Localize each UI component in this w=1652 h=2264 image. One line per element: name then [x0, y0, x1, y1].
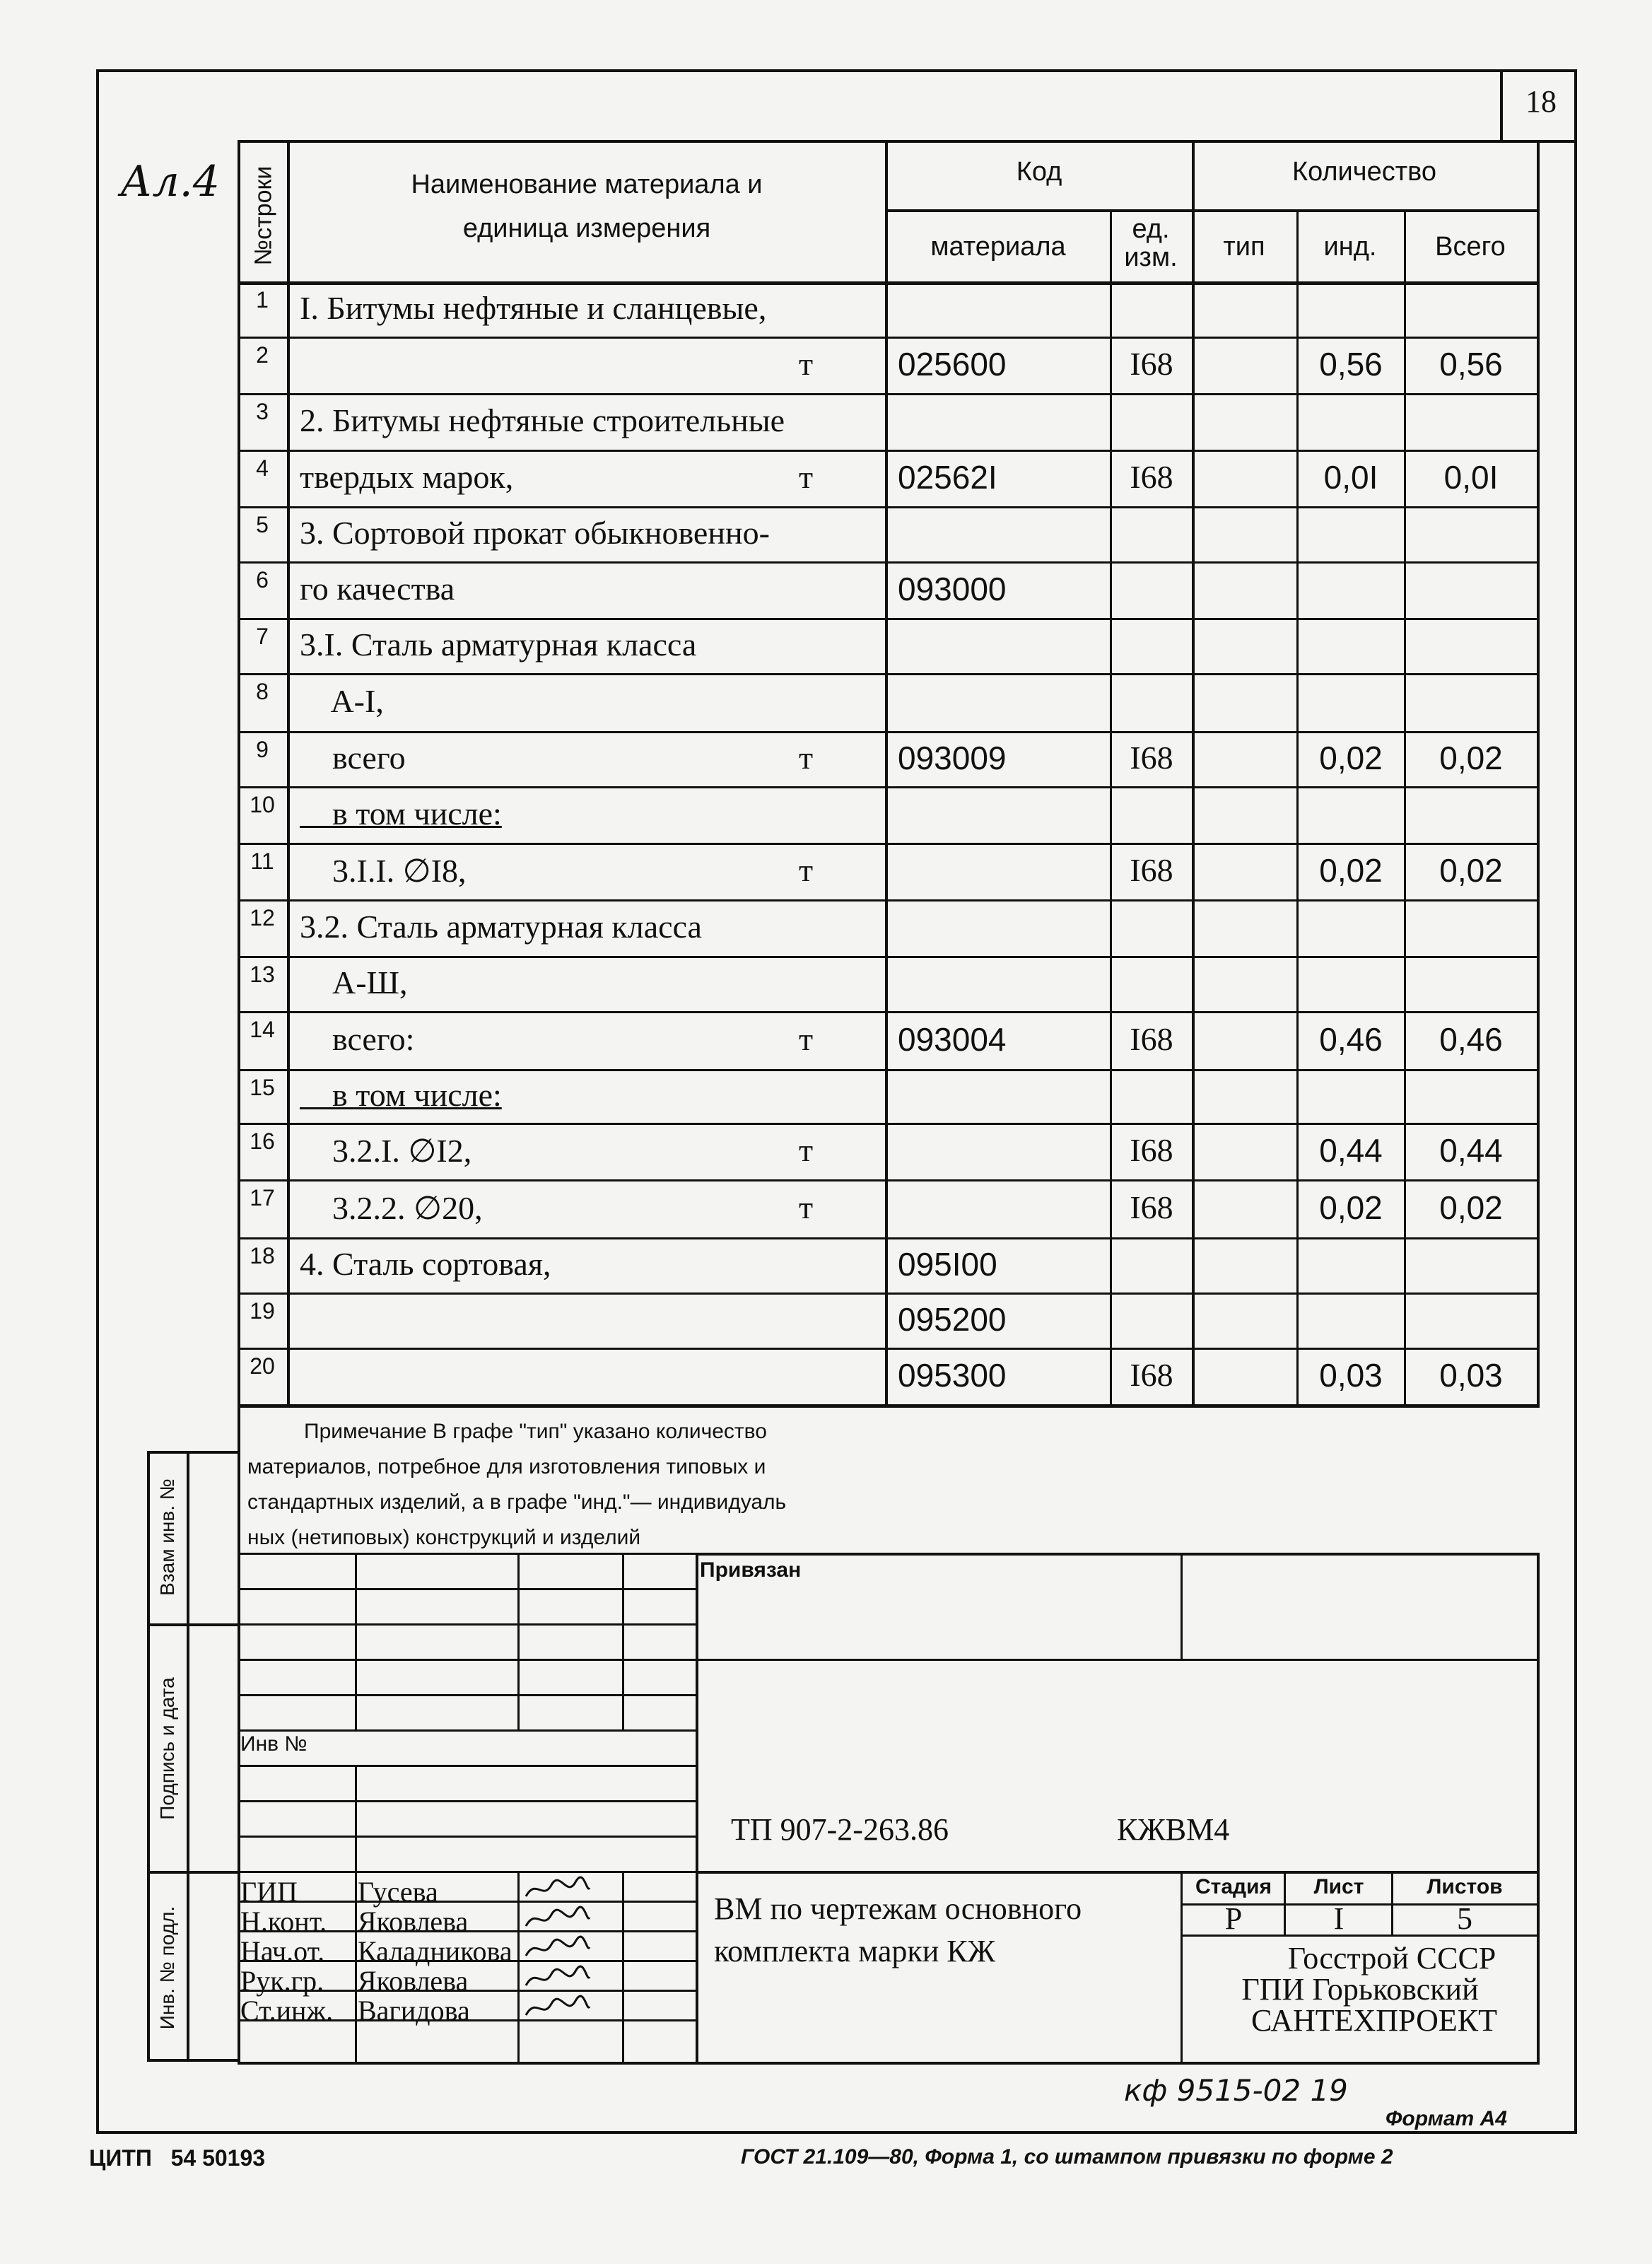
material-name: I. Битумы нефтяные и сланцевые, — [300, 290, 767, 326]
sheet-label: Лист — [1313, 1875, 1364, 1898]
row-number: 19 — [250, 1298, 275, 1324]
row-line — [238, 281, 1540, 285]
material-name: го качества — [300, 571, 455, 607]
qty-total: 0,56 — [1439, 346, 1503, 383]
corner-label: Ал.4 — [120, 157, 220, 206]
signature-mark — [523, 1994, 591, 2022]
doc-mark: КЖВМ4 — [1117, 1812, 1230, 1847]
qty-ind: 0,56 — [1319, 346, 1383, 383]
col-line — [1404, 209, 1406, 1407]
row-line — [238, 561, 1540, 564]
row-line — [238, 1179, 1540, 1181]
material-name: 4. Сталь сортовая, — [300, 1246, 551, 1282]
qty-total: 0,44 — [1439, 1132, 1503, 1169]
subheader-line — [886, 209, 1540, 212]
row-line — [238, 1123, 1540, 1125]
row-line — [238, 1348, 1540, 1350]
stamp-line — [1284, 1871, 1286, 1935]
unit-code: I68 — [1130, 1132, 1173, 1168]
signature-mark — [523, 1905, 591, 1933]
note-block — [247, 1414, 1166, 1556]
row-number: 9 — [256, 737, 269, 762]
doc-code: ТП 907-2-263.86 — [731, 1812, 949, 1847]
material-name: в том числе: — [300, 795, 502, 832]
material-name: всего: — [300, 1021, 415, 1057]
signature-mark — [523, 1964, 591, 1992]
row-number: 14 — [250, 1017, 275, 1042]
material-name: в том числе: — [300, 1077, 502, 1113]
qty-ind: 0,44 — [1319, 1132, 1383, 1169]
total-header: Всего — [1435, 232, 1506, 262]
stamp-line — [622, 1553, 624, 1729]
person-name: Вагидова — [358, 1995, 470, 2026]
note-line-4: ных (нетиповых) конструкций и изделий — [247, 1526, 641, 1549]
col-line — [238, 140, 240, 1407]
stamp-line — [238, 1553, 697, 1555]
row-number: 12 — [250, 905, 275, 930]
footer-left: ЦИТП 54 50193 — [89, 2145, 266, 2171]
stamp-line — [238, 1729, 697, 1732]
material-code: 093009 — [898, 740, 1007, 776]
role-label: Рук.гр. — [240, 1965, 324, 1997]
sheets-label: Листов — [1427, 1875, 1503, 1898]
row-number-header: №строки — [250, 165, 277, 266]
stamp-line — [696, 1871, 1540, 1874]
role-label: Нач.от. — [240, 1935, 325, 1967]
row-line — [238, 899, 1540, 901]
signature-mark — [523, 1875, 591, 1903]
row-line — [238, 337, 1540, 339]
stamp-line — [238, 1836, 697, 1838]
qty-total: 0,46 — [1439, 1021, 1503, 1058]
stamp-line — [355, 1765, 357, 2062]
side-label-inv: Инв. № подл. — [156, 1906, 178, 2030]
sheets-value: 5 — [1457, 1901, 1472, 1936]
name-header: Наименование материала и единица измерения — [411, 170, 763, 243]
row-line — [238, 393, 1540, 395]
material-code: 093000 — [898, 571, 1007, 607]
side-label-podpis: Подпись и дата — [156, 1677, 178, 1820]
unit-abbrev: т — [798, 740, 814, 776]
row-number: 13 — [250, 962, 275, 987]
qty-total: 0,02 — [1439, 740, 1503, 776]
row-line — [238, 731, 1540, 733]
role-label: Н.конт. — [240, 1906, 327, 1937]
stamp-line — [238, 1800, 697, 1802]
stamp-line — [1181, 1553, 1183, 1659]
material-name: 2. Битумы нефтяные строительные — [300, 402, 785, 438]
stamp-line — [238, 1588, 697, 1590]
row-line — [238, 843, 1540, 845]
footer-right: ГОСТ 21.109—80, Форма 1, со штампом привязки по форме 2 — [741, 2145, 1393, 2169]
unit-code: I68 — [1130, 1189, 1173, 1225]
role-label: ГИП — [240, 1876, 298, 1908]
qty-ind: 0,02 — [1319, 1189, 1383, 1226]
material-name: твердых марок, — [300, 459, 514, 495]
code-header: Код — [1016, 157, 1062, 187]
row-line — [238, 673, 1540, 675]
qty-ind: 0,0I — [1323, 459, 1378, 496]
stamp-line — [517, 1553, 520, 1729]
row-line — [238, 618, 1540, 620]
note-line-3: стандартных изделий, а в графе "инд."— индивидуаль — [247, 1490, 787, 1514]
stamp-line — [238, 1694, 697, 1696]
stage-value: Р — [1224, 1901, 1243, 1936]
qty-ind: 0,02 — [1319, 740, 1383, 776]
stamp-line — [696, 1659, 1540, 1661]
qty-total: 0,0I — [1443, 459, 1499, 496]
doc-title: ВМ по чертежам основного комплекта марки КЖ — [714, 1891, 1082, 1968]
row-line — [238, 1011, 1540, 1013]
inv-no-label: Инв № — [240, 1732, 307, 1756]
material-code: 095300 — [898, 1357, 1007, 1394]
type-header: тип — [1223, 232, 1265, 262]
col-line — [287, 140, 290, 1407]
stamp-line — [622, 1871, 624, 2062]
role-label: Ст.инж. — [240, 1995, 334, 2026]
material-code: 025600 — [898, 346, 1007, 383]
material-code: 02562I — [898, 459, 997, 496]
row-number: 3 — [256, 399, 269, 424]
stamp-line — [355, 1553, 357, 1729]
person-name: Гусева — [358, 1876, 438, 1908]
qty-total: 0,03 — [1439, 1357, 1503, 1394]
row-line — [238, 1069, 1540, 1071]
material-name: 3.2.2. ∅20, — [300, 1190, 483, 1226]
unit-code: I68 — [1130, 740, 1173, 776]
qty-ind: 0,02 — [1319, 852, 1383, 889]
row-number: 2 — [256, 342, 269, 368]
material-code-header: материала — [930, 232, 1066, 262]
col-line — [1296, 209, 1299, 1407]
person-name: Яковлева — [358, 1906, 469, 1937]
kf-number: кф 9515-02 19 — [1124, 2073, 1348, 2108]
material-code: 093004 — [898, 1021, 1007, 1058]
table-top-line — [238, 140, 1540, 143]
stamp-line — [696, 1553, 1540, 1556]
page-number: 18 — [1525, 84, 1557, 119]
stamp-line — [238, 1871, 697, 1873]
material-name: 3.2. Сталь арматурная класса — [300, 909, 702, 945]
qty-ind: 0,03 — [1319, 1357, 1383, 1394]
col-line — [1110, 209, 1112, 1407]
unit-abbrev: т — [798, 1132, 814, 1168]
stamp-line — [238, 1765, 697, 1767]
material-name: А-Ш, — [300, 964, 408, 1000]
format-label: Формат А4 — [1386, 2107, 1507, 2130]
qty-total: 0,02 — [1439, 852, 1503, 889]
signature-mark — [523, 1935, 591, 1963]
material-name: 3. Сортовой прокат обыкновенно- — [300, 515, 770, 551]
stamp-line — [238, 1623, 697, 1626]
sheet-value: I — [1333, 1901, 1345, 1936]
row-line — [238, 450, 1540, 452]
row-number: 7 — [256, 624, 269, 649]
stamp-line — [238, 1659, 697, 1661]
material-name: 3.I. Сталь арматурная класса — [300, 626, 697, 663]
row-number: 16 — [250, 1128, 275, 1154]
unit-abbrev: т — [798, 1021, 814, 1057]
material-name: 3.2.I. ∅I2, — [300, 1133, 472, 1169]
qty-total: 0,02 — [1439, 1189, 1503, 1226]
material-code: 095I00 — [898, 1246, 997, 1283]
unit-abbrev: т — [798, 1189, 814, 1225]
note-line-2: материалов, потребное для изготовления типовых и — [247, 1455, 766, 1478]
material-name: всего — [300, 740, 406, 776]
stamp-line — [1391, 1871, 1393, 1935]
ind-header: инд. — [1323, 232, 1377, 262]
unit-abbrev: т — [798, 459, 814, 495]
material-name: A-I, — [300, 683, 384, 719]
side-label-vzam: Взам инв. № — [156, 1478, 178, 1596]
unit-code: I68 — [1130, 852, 1173, 888]
unit-abbrev: т — [798, 346, 814, 382]
unit-abbrev: т — [798, 852, 814, 888]
row-number: 17 — [250, 1185, 275, 1210]
qty-ind: 0,46 — [1319, 1021, 1383, 1058]
stamp-line — [238, 2062, 1540, 2065]
privyazan-label: Привязан — [700, 1558, 802, 1582]
row-line — [238, 1237, 1540, 1239]
row-number: 4 — [256, 455, 269, 481]
row-number: 10 — [250, 792, 275, 817]
row-line — [238, 786, 1540, 788]
row-number: 6 — [256, 567, 269, 593]
unit-code: I68 — [1130, 1021, 1173, 1057]
row-number: 8 — [256, 679, 269, 704]
person-name: Каладникова — [358, 1935, 512, 1967]
stamp-line — [517, 1871, 520, 2062]
col-line — [1537, 140, 1540, 1407]
stamp-line — [1537, 1553, 1540, 2062]
unit-header: ед. изм. — [1124, 214, 1178, 272]
row-number: 15 — [250, 1075, 275, 1100]
row-number: 11 — [250, 848, 274, 874]
row-number: 1 — [256, 287, 269, 313]
qty-header: Количество — [1291, 157, 1437, 187]
note-line-1: Примечание В графе "тип" указано количество — [304, 1420, 767, 1443]
unit-code: I68 — [1130, 1357, 1173, 1393]
material-code: 095200 — [898, 1301, 1007, 1338]
material-name: 3.I.I. ∅I8, — [300, 853, 467, 889]
row-line — [238, 1293, 1540, 1295]
unit-code: I68 — [1130, 346, 1173, 382]
stage-label: Стадия — [1195, 1875, 1272, 1898]
col-line — [885, 140, 888, 1407]
row-number: 5 — [256, 512, 269, 537]
row-number: 18 — [250, 1243, 275, 1268]
row-number: 20 — [250, 1353, 275, 1379]
row-line — [238, 506, 1540, 508]
person-name: Яковлева — [358, 1965, 469, 1997]
organization: Госстрой СССР ГПИ Горьковский САНТЕХПРОЕКТ — [1241, 1941, 1497, 2038]
unit-code: I68 — [1130, 459, 1173, 495]
stamp-line — [696, 1553, 698, 2062]
row-line — [238, 956, 1540, 958]
col-line — [1192, 140, 1195, 1407]
stamp-line — [1181, 1871, 1183, 2062]
row-line — [238, 1404, 1540, 1408]
